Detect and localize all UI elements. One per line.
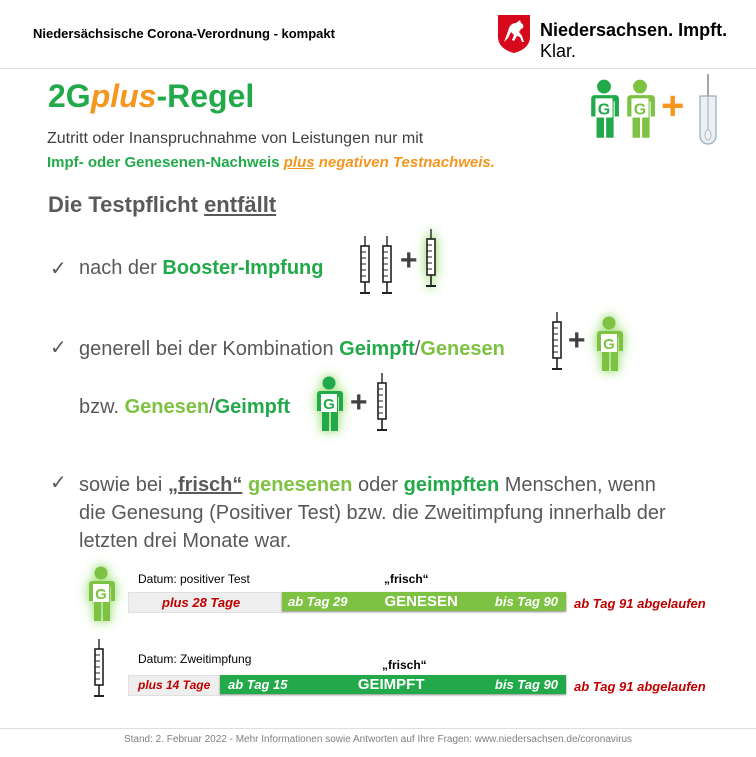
person-recovered-icon xyxy=(624,74,656,144)
timeline1-after: ab Tag 91 abgelaufen xyxy=(574,596,706,611)
intro-line2-plus: plus xyxy=(283,154,315,171)
person-vaccinated-icon xyxy=(588,74,620,144)
item1-text: nach der xyxy=(79,257,163,279)
booster-syringe-icon xyxy=(424,226,438,292)
timeline1-frisch: „frisch“ xyxy=(384,572,429,586)
timeline2-from: ab Tag 15 xyxy=(228,677,288,692)
timeline2-after: ab Tag 91 abgelaufen xyxy=(574,679,706,694)
item4-line3: letzten drei Monate war. xyxy=(79,530,292,552)
plus-icon: + xyxy=(350,386,368,419)
item3-genesen: Genesen xyxy=(124,396,210,418)
item-booster xyxy=(79,257,323,280)
item2-geimpft: Geimpft xyxy=(339,338,415,360)
item3-text: bzw. xyxy=(79,396,125,418)
intro-line2-c: negativen Testnachweis. xyxy=(314,154,495,171)
check-icon: ✓ xyxy=(50,472,67,494)
section-heading xyxy=(48,192,276,218)
timeline1-label: GENESEN xyxy=(384,593,458,610)
timeline2-fresh-bar xyxy=(220,675,566,694)
syringe-icon xyxy=(92,634,106,704)
item4-geimpften: geimpften xyxy=(403,474,500,496)
timeline1-from: ab Tag 29 xyxy=(288,594,348,609)
item2-slash: / xyxy=(414,338,421,360)
title-part3: -Regel xyxy=(156,78,255,114)
timeline1-to: bis Tag 90 xyxy=(494,594,558,609)
logo-end: Klar. xyxy=(540,41,577,61)
item2-text: generell bei der Kombination xyxy=(79,338,340,360)
item-fresh xyxy=(79,471,749,555)
item2-genesen: Genesen xyxy=(420,338,505,360)
person-recovered-icon xyxy=(594,316,624,372)
logo-bold: Niedersachsen. xyxy=(540,20,674,40)
timeline2-label: GEIMPFT xyxy=(357,676,425,693)
item3-slash: / xyxy=(209,396,215,418)
subhead-a: Die Testpflicht xyxy=(48,192,205,217)
title-part1: 2G xyxy=(48,78,91,114)
plus-icon: + xyxy=(400,244,418,277)
lower-saxony-horse-icon xyxy=(497,14,531,54)
item4-line1 xyxy=(79,471,749,499)
check-icon: ✓ xyxy=(50,337,67,359)
syringe-icon xyxy=(550,312,564,372)
item4-frisch: „frisch“ xyxy=(167,474,243,496)
check-icon: ✓ xyxy=(50,258,67,280)
plus-icon: + xyxy=(568,324,586,357)
intro-line-1: Zutritt oder Inanspruchnahme von Leistungen nur mit xyxy=(47,130,424,147)
item4-oder: oder xyxy=(352,474,404,496)
footer-text: Stand: 2. Februar 2022 - Mehr Informationen sowie Antworten auf Ihre Fragen: www.niedersachsen.de/coronavirus xyxy=(123,734,633,745)
item4-f: Menschen, wenn xyxy=(499,474,656,496)
person-recovered-icon xyxy=(86,566,116,622)
plus-icon: + xyxy=(661,84,685,128)
timeline2-to: bis Tag 90 xyxy=(494,677,558,692)
item4-a: sowie bei xyxy=(79,474,168,496)
syringe-icon xyxy=(380,236,394,296)
test-swab-icon xyxy=(697,74,719,146)
item-combination xyxy=(79,338,505,361)
title-part2: plus xyxy=(90,78,157,114)
item1-bold: Booster-Impfung xyxy=(162,257,324,279)
syringe-icon xyxy=(358,236,372,296)
timeline1-fresh-bar xyxy=(282,592,566,611)
timeline1-before: plus 28 Tage xyxy=(162,595,241,610)
subhead-b: entfällt xyxy=(204,192,277,217)
syringe-icon xyxy=(375,370,389,436)
intro-line-2 xyxy=(47,154,495,171)
page-title xyxy=(48,78,254,115)
timeline2-before: plus 14 Tage xyxy=(138,678,211,692)
timeline1-datum: Datum: positiver Test xyxy=(138,572,250,586)
person-vaccinated-icon xyxy=(314,376,344,432)
item4-genesenen: genesenen xyxy=(242,474,353,496)
intro-line2-a: Impf- oder Genesenen-Nachweis xyxy=(47,154,284,171)
header-title: Niedersächsische Corona-Verordnung - kompakt xyxy=(33,26,335,41)
logo-wordmark xyxy=(540,20,756,62)
item-alt-combination xyxy=(79,396,290,419)
item4-line2: die Genesung (Positiver Test) bzw. die Zweitimpfung innerhalb der xyxy=(79,502,666,524)
logo-mid: Impft. xyxy=(678,20,728,40)
item3-geimpft: Geimpft xyxy=(214,396,291,418)
timeline2-datum: Datum: Zweitimpfung xyxy=(138,652,252,666)
timeline2-frisch: „frisch“ xyxy=(382,658,427,672)
